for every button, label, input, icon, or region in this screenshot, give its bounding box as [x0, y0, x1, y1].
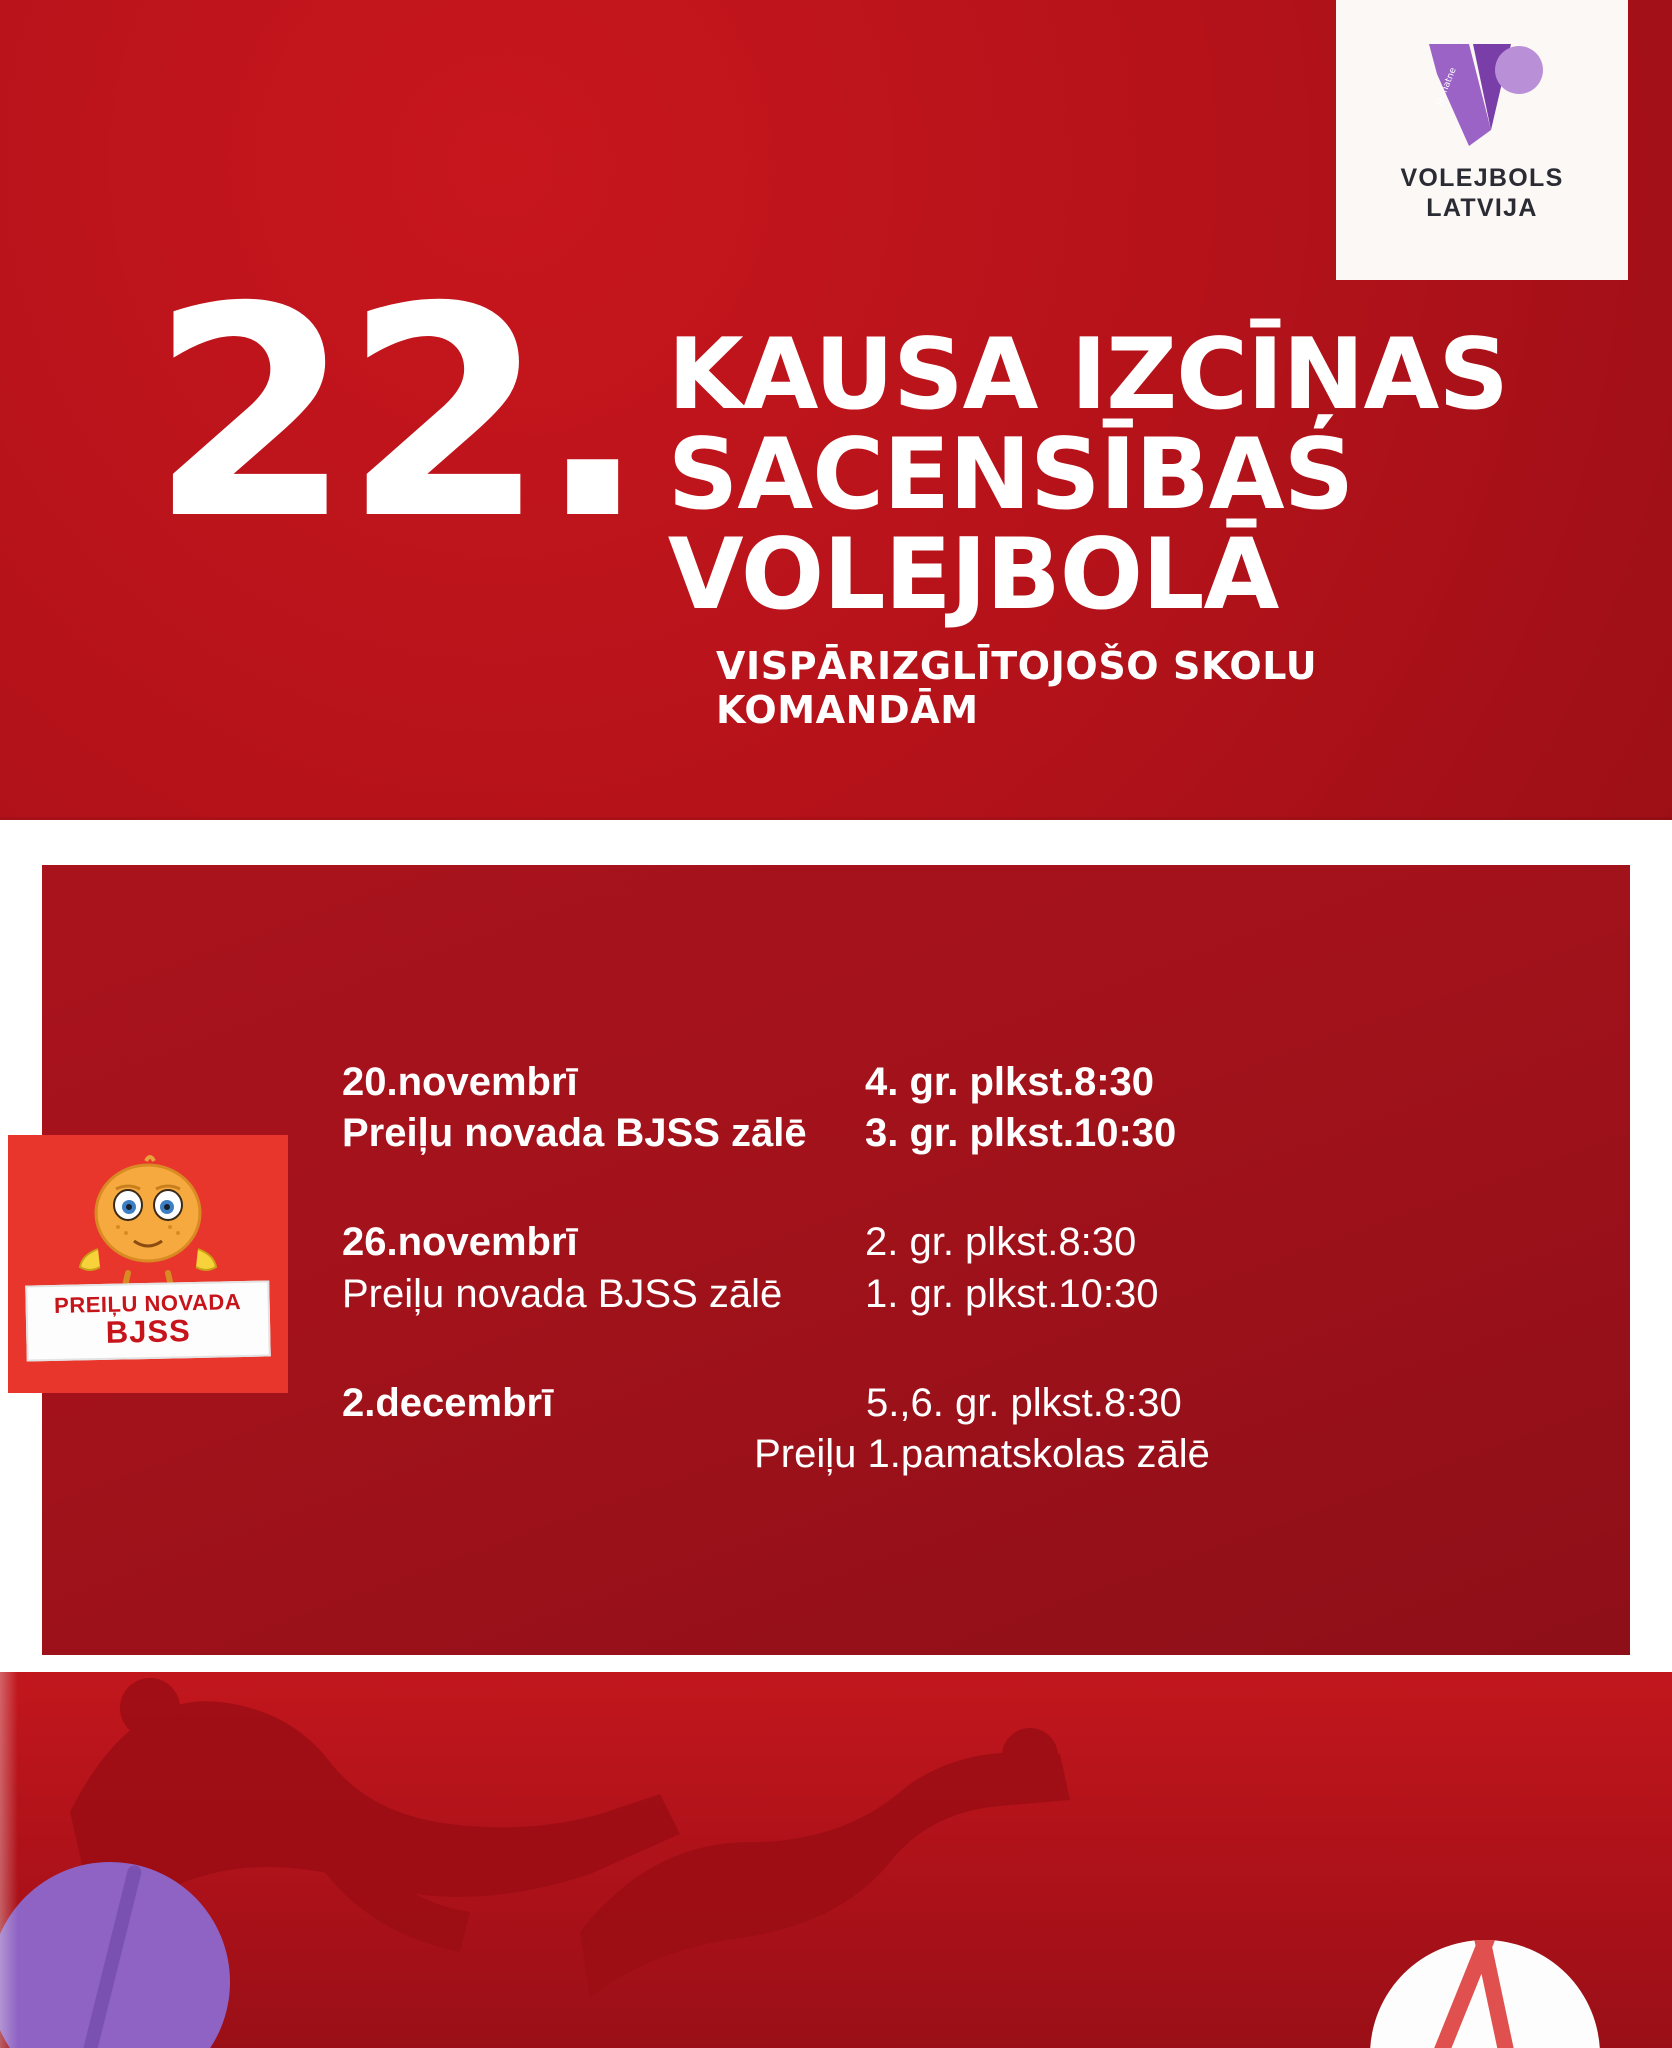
schedule-time: 5.,6. gr. plkst.8:30: [866, 1380, 1182, 1425]
volleyball-latvia-logo: [1336, 0, 1628, 280]
schedule-row: [342, 1429, 1562, 1480]
volleyball-latvia-logo-text: [1400, 164, 1563, 223]
schedule-venue: Preiļu novada BJSS zālē: [342, 1271, 783, 1316]
headline-subtitle: VISPĀRIZGLĪTOJOŠO SKOLU KOMANDĀM: [716, 643, 1318, 732]
headline-line-1: KAUSA IZCĪŅAS: [667, 318, 1508, 432]
schedule-row: [342, 1057, 1562, 1108]
schedule-row: [342, 1378, 1562, 1429]
player-silhouette-right-icon: [560, 1712, 1260, 2048]
schedule-time: 1. gr. plkst.10:30: [865, 1271, 1159, 1316]
bjss-club-logo: [8, 1135, 288, 1393]
headline-line-2: SACENSĪBAS: [667, 417, 1354, 532]
schedule-date: 2.decembrī: [342, 1380, 554, 1425]
bjss-banner-line-2: BJSS: [105, 1313, 192, 1350]
poster-footer-graphic: [0, 1672, 1672, 2048]
schedule-time: 3. gr. plkst.10:30: [865, 1111, 1177, 1156]
schedule-block: [342, 1378, 1562, 1480]
schedule-venue: Preiļu 1.pamatskolas zālē: [754, 1431, 1210, 1476]
fed-logo-line-2: LATVIJA: [1426, 193, 1538, 222]
bjss-banner: [25, 1280, 271, 1361]
schedule-time: 4. gr. plkst.8:30: [865, 1060, 1155, 1104]
headline-line-3: VOLEJBOLĀ: [667, 517, 1279, 632]
schedule-row: [342, 1217, 1562, 1268]
schedule-block: [342, 1057, 1562, 1159]
fed-logo-line-1: VOLEJBOLS: [1400, 164, 1564, 192]
svg-text:Jaunatne: Jaunatne: [1434, 66, 1459, 108]
poster-headline: [150, 246, 1570, 732]
headline-lines: [667, 318, 1508, 632]
bjss-banner-line-1: PREIĻU NOVADA: [53, 1289, 242, 1318]
schedule-row: [342, 1108, 1562, 1159]
schedule-date: 20.novembrī: [342, 1060, 578, 1104]
headline-row: [150, 246, 1570, 632]
poster-header-band: [0, 0, 1672, 825]
volleyball-white-icon: [1370, 1940, 1600, 2048]
volleyball-latvia-mark-icon: [1407, 34, 1557, 154]
schedule-row: [342, 1269, 1562, 1320]
schedule-venue: Preiļu novada BJSS zālē: [342, 1111, 807, 1156]
schedule-list: [342, 1057, 1562, 1480]
edition-number: 22.: [150, 246, 640, 583]
page-edge: [0, 1672, 18, 2048]
schedule-block: [342, 1217, 1562, 1319]
schedule-date: 26.novembrī: [342, 1220, 578, 1265]
schedule-time: 2. gr. plkst.8:30: [865, 1220, 1137, 1265]
